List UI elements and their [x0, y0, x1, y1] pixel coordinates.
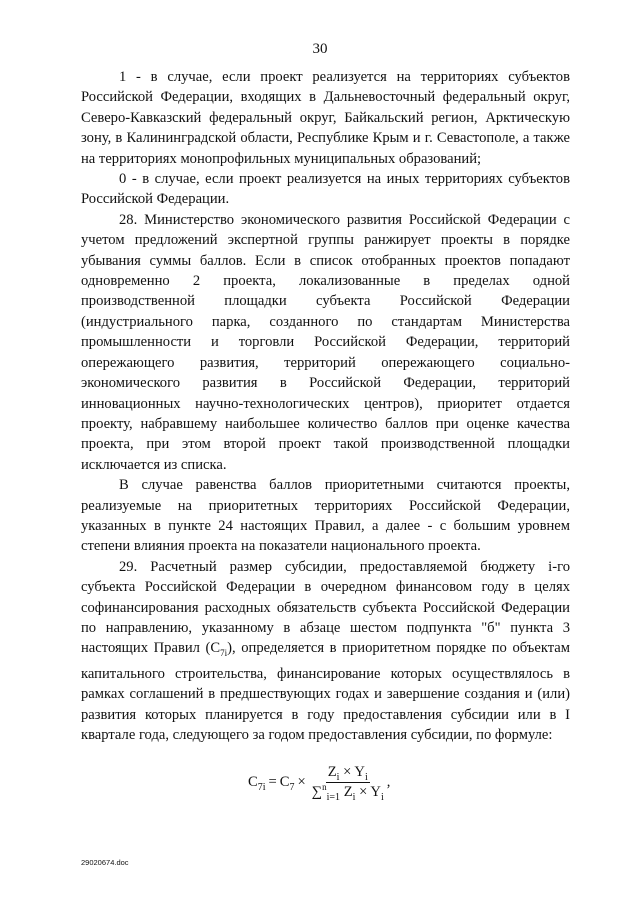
document-file-code: 29020674.doc [81, 858, 129, 867]
formula-lhs: $C_{7i}$ [248, 773, 266, 793]
page-number: 30 [312, 41, 328, 57]
paragraph-coef-0: 0 - в случае, если проект реализуется на иных территориях субъектов Российской Федерации. [81, 171, 570, 208]
formula-equals: = [268, 773, 277, 790]
formula-times: × [297, 773, 306, 790]
formula-c7: $C_7$ [279, 773, 295, 793]
paragraph-coef-1: 1 - в случае, если проект реализуется на территориях субъектов Российской Федерации, входящих в Дальневосточный федеральный округ, Северо-Кавказский федеральный округ, Байкальский регион, Арктическую зону, в Калининградской области, Республике Крым и г. Севастополе, а также на территориях монопрофильных муниципальных образований; [81, 69, 570, 167]
subsidy-formula [248, 752, 390, 812]
paragraph-29-text-start: 29. Расчетный размер субсидии, предоставляемой бюджету i-го субъекта Российской Федерации в очередном финансовом году в целях софинансирования расходных обязательств субъекта Российской Федерации по направлению, указанному в абзаце шестом подпункта "б" пункта 3 настоящих Правил ( [81, 558, 570, 657]
formula-denominator: ∑$^n_{i=1}$ $Z_i \times Y_i$ [311, 781, 384, 803]
formula-trailing-comma: , [386, 773, 391, 790]
paragraph-equal-scores: В случае равенства баллов приоритетными считаются проекты, реализуемые на приоритетных территориях Российской Федерации, указанных в пункте 24 настоящих Правил, а далее - с большим уровнем степени влияния проекта на показатели национального проекта. [81, 477, 570, 555]
formula-numerator: $Z_i \times Y_i$ [327, 763, 368, 783]
formula-fraction [312, 764, 384, 801]
paragraph-29-text-end: ), определяется в приоритетном порядке по объектам капитального строительства, финансирование которых осуществлялось в рамках соглашений в предшествующих годах и завершение создания и (или) развития которых планируется в году предоставления субсидии или в I квартале года, следующего за годом предоставления субсидии, по формуле: [81, 640, 570, 743]
paragraph-29-symbol: $C_{7i}$ [210, 640, 228, 659]
paragraph-28: 28. Министерство экономического развития Российской Федерации с учетом предложений экспертной группы ранжирует проекты в порядке убывания суммы баллов. Если в список отобранных проектов попадают одновременно 2 проекта, локализованные в пределах одной производственной площадки субъекта Российской Федерации (индустриального парка, созданного по стандартам Министерства промышленности и торговли Российской Федерации, территорий опережающего развития, территорий опережающего социально-экономического развития в Российской Федерации, территорий инновационных научно-технологических центров), приоритет отдается проекту, набравшему наибольшее количество баллов при оценке качества проекта, при этом второй проект такой производственной площадки исключается из списка. [81, 211, 570, 473]
document-body [81, 67, 570, 745]
paragraph-29 [81, 557, 570, 746]
